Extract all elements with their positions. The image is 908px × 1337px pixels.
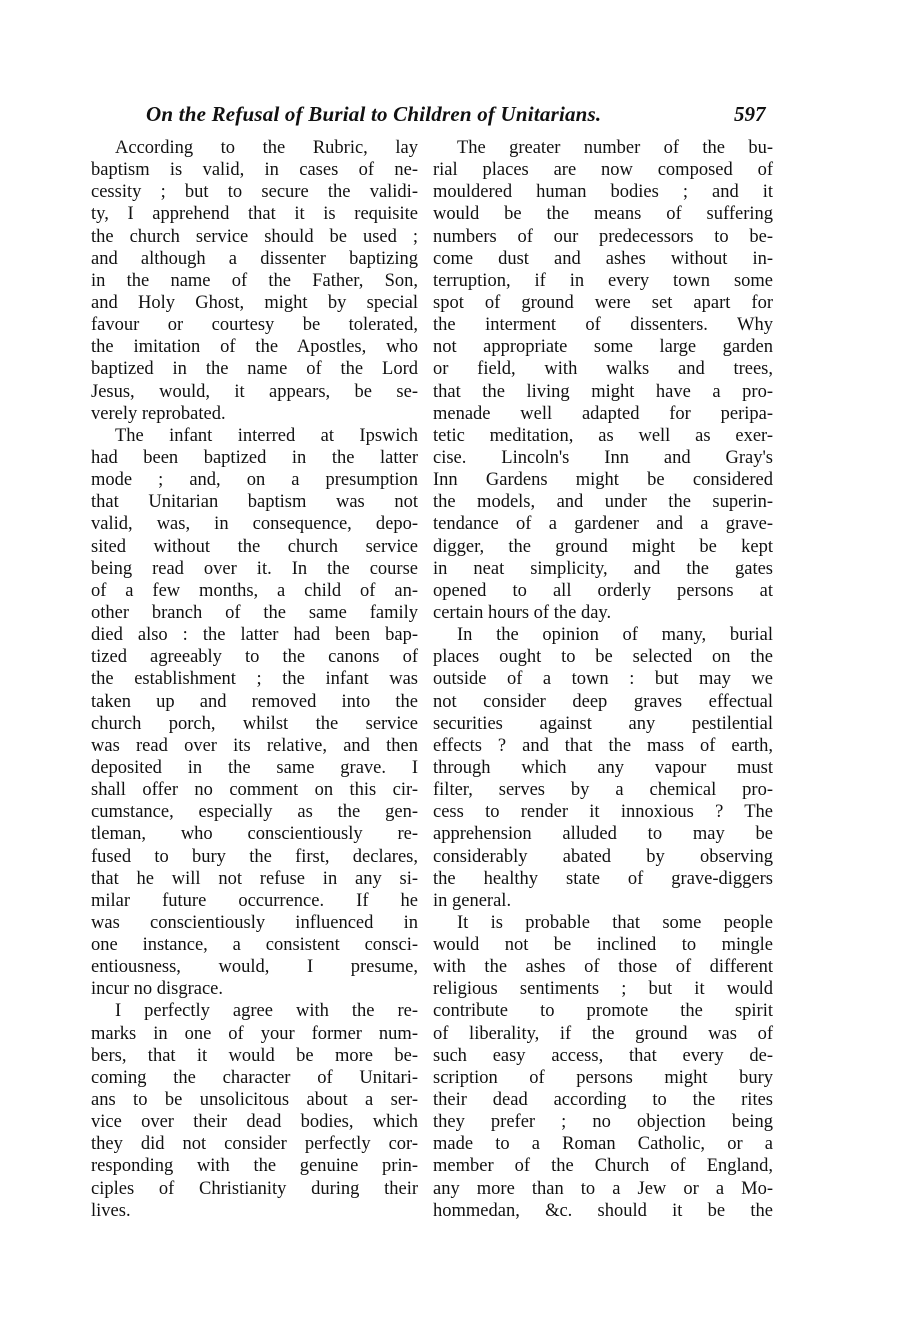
text-line: ty, I apprehend that it is requisite [91,204,418,225]
text-line: that the living might have a pro- [433,381,773,402]
text-line: had been baptized in the latter [91,447,418,468]
text-line: tetic meditation, as well as exer- [433,425,773,446]
text-line: of a few months, a child of an- [91,580,418,601]
text-line: digger, the ground might be kept [433,536,773,557]
text-line: the church service should be used ; [91,226,418,247]
paragraph-first-line: I perfectly agree with the re- [115,1001,418,1022]
text-line: marks in one of your former num- [91,1023,418,1044]
text-line: with the ashes of those of different [433,957,773,978]
text-line: Jesus, would, it appears, be se- [91,381,418,402]
text-line: mode ; and, on a presumption [91,470,418,491]
text-line: rial places are now composed of [433,160,773,181]
text-line: the models, and under the superin- [433,492,773,513]
text-line: other branch of the same family [91,602,418,623]
text-line: of liberality, if the ground was of [433,1023,773,1044]
text-line: such easy access, that every de- [433,1045,773,1066]
text-line: responding with the genuine prin- [91,1156,418,1177]
text-line: was read over its relative, and then [91,735,418,756]
text-line: bers, that it would be more be- [91,1045,418,1066]
text-line: not appropriate some large garden [433,337,773,358]
paragraph-first-line: In the opinion of many, burial [457,625,773,646]
text-line: lives. [91,1200,131,1221]
text-line: cumstance, especially as the gen- [91,802,418,823]
text-line: any more than to a Jew or a Mo- [433,1178,773,1199]
text-line: tized agreeably to the canons of [91,647,418,668]
text-line: member of the Church of England, [433,1156,773,1177]
text-line: would be the means of suffering [433,204,773,225]
text-line: that Unitarian baptism was not [91,492,418,513]
text-line: tendance of a gardener and a grave- [433,514,773,535]
text-line: they prefer ; no objection being [433,1112,773,1133]
text-line: entiousness, would, I presume, [91,957,418,978]
text-line: church porch, whilst the service [91,713,418,734]
text-line: spot of ground were set apart for [433,292,773,313]
text-line: the interment of dissenters. Why [433,315,773,336]
text-line: through which any vapour must [433,757,773,778]
text-line: not consider deep graves effectual [433,691,773,712]
text-line: favour or courtesy be tolerated, [91,315,418,336]
running-header [140,100,790,130]
text-line: shall offer no comment on this cir- [91,780,418,801]
text-line: one instance, a consistent consci- [91,935,418,956]
paragraph-first-line: The infant interred at Ipswich [115,425,418,446]
text-line: in the name of the Father, Son, [91,270,418,291]
text-line: valid, was, in consequence, depo- [91,514,418,535]
text-line: religious sentiments ; but it would [433,979,773,1000]
text-line: was conscientiously influenced in [91,912,418,933]
text-line: effects ? and that the mass of earth, [433,735,773,756]
text-line: they did not consider perfectly cor- [91,1134,418,1155]
text-line: milar future occurrence. If he [91,890,418,911]
text-line: cess to render it innoxious ? The [433,802,773,823]
page-number: 597 [734,102,766,126]
paragraph-first-line: According to the Rubric, lay [115,138,418,158]
text-line: certain hours of the day. [433,602,612,623]
text-line: menade well adapted for peripa- [433,403,773,424]
text-line: in neat simplicity, and the gates [433,558,773,579]
text-line: deposited in the same grave. I [91,757,418,778]
right-column [433,137,773,1222]
left-column [91,137,418,1222]
text-line: that he will not refuse in any si- [91,868,418,889]
text-line: cise. Lincoln's Inn and Gray's [433,447,773,468]
text-line: and although a dissenter baptizing [91,248,418,269]
text-line: contribute to promote the spirit [433,1001,773,1022]
text-line: vice over their dead bodies, which [91,1112,418,1133]
text-line: opened to all orderly persons at [433,580,773,601]
text-line: fused to bury the first, declares, [91,846,418,867]
text-line: baptism is valid, in cases of ne- [91,160,418,181]
text-line: baptized in the name of the Lord [91,359,418,380]
text-line: would not be inclined to mingle [433,935,773,956]
text-line: incur no disgrace. [91,979,224,1000]
text-line: Inn Gardens might be considered [433,470,773,491]
article-title: On the Refusal of Burial to Children of Unitarians. [146,102,602,126]
text-line: the healthy state of grave-diggers [433,868,773,889]
paragraph-first-line: The greater number of the bu- [457,138,773,158]
text-line: outside of a town : but may we [433,669,773,690]
text-line: come dust and ashes without in- [433,248,773,269]
text-line: apprehension alluded to may be [433,824,773,845]
text-line: cessity ; but to secure the validi- [91,182,418,203]
text-line: places ought to be selected on the [433,647,773,668]
text-line: considerably abated by observing [433,846,773,867]
text-line: made to a Roman Catholic, or a [433,1134,773,1155]
text-line: or field, with walks and trees, [433,359,773,380]
text-line: filter, serves by a chemical pro- [433,780,773,801]
paragraph-first-line: It is probable that some people [457,912,773,933]
text-line: in general. [433,890,512,911]
text-line: ciples of Christianity during their [91,1178,418,1199]
text-line: mouldered human bodies ; and it [433,182,773,203]
text-line: tleman, who conscientiously re- [91,824,418,845]
text-line: died also : the latter had been bap- [91,625,418,646]
text-line: taken up and removed into the [91,691,418,712]
text-line: being read over it. In the course [91,558,418,579]
text-line: their dead according to the rites [433,1090,773,1111]
text-line: the establishment ; the infant was [91,669,418,690]
text-line: verely reprobated. [91,403,226,424]
text-line: numbers of our predecessors to be- [433,226,773,247]
text-line: securities against any pestilential [433,713,773,734]
text-line: scription of persons might bury [433,1067,773,1088]
text-line: ans to be unsolicitous about a ser- [91,1090,418,1111]
text-line: terruption, if in every town some [433,270,773,291]
text-line: coming the character of Unitari- [91,1067,418,1088]
text-line: sited without the church service [91,536,418,557]
text-line: hommedan, &c. should it be the [433,1200,773,1221]
text-line: the imitation of the Apostles, who [91,337,418,358]
text-line: and Holy Ghost, might by special [91,292,418,313]
